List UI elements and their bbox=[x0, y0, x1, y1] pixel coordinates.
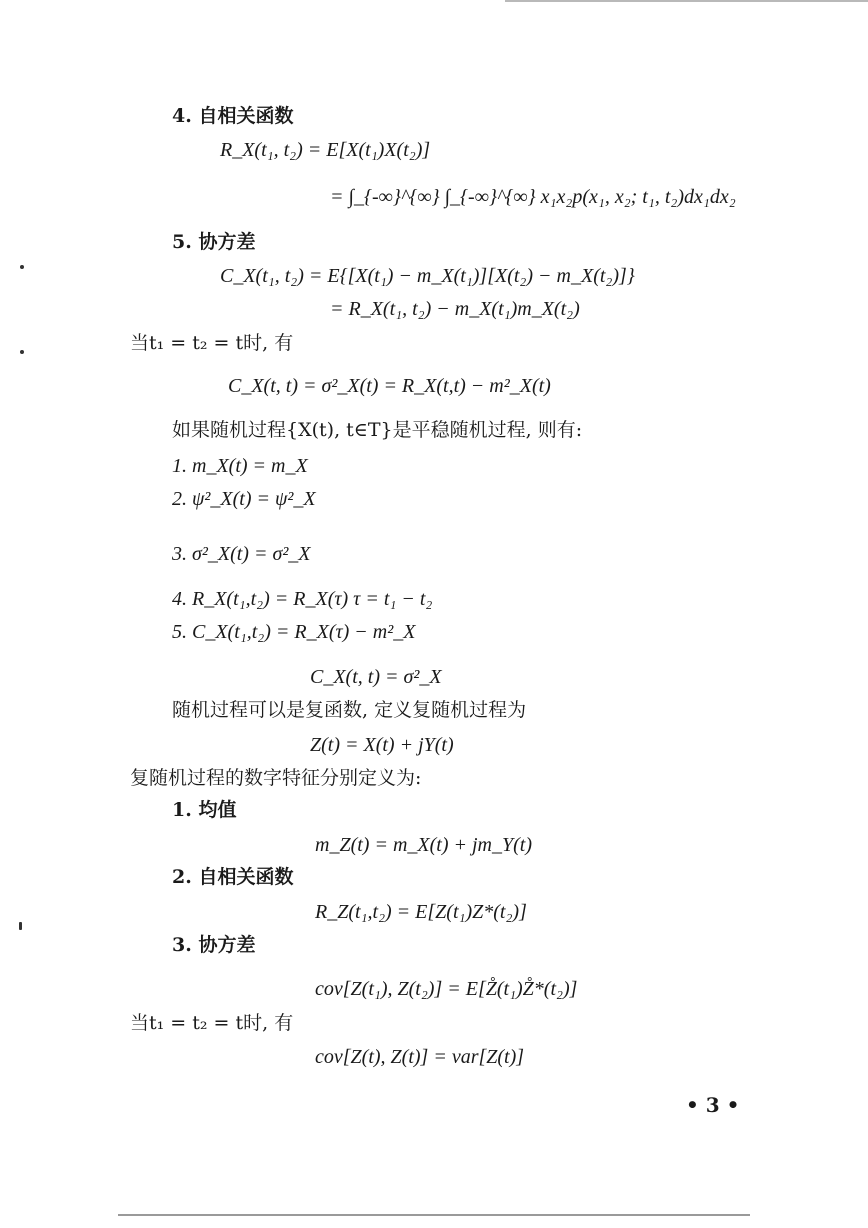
text-line-eq_var: cov[Z(t), Z(t)] = var[Z(t)] bbox=[315, 1046, 525, 1068]
text-line-when1: 当t₁ = t₂ = t时, 有 bbox=[130, 332, 294, 354]
text-line-stationary: 如果随机过程{X(t), t∈T}是平稳随机过程, 则有: bbox=[172, 419, 583, 441]
text-line-c1: 1. 均值 bbox=[172, 799, 237, 821]
text-line-s2: 2. ψ²_X(t) = ψ²_X bbox=[172, 488, 316, 510]
bottom-rule bbox=[118, 1214, 750, 1216]
text-line-eq_c3: C_X(t, t) = σ²_X(t) = R_X(t,t) − m²_X(t) bbox=[228, 375, 551, 397]
text-line-eq_r2: = ∫_{-∞}^{∞} ∫_{-∞}^{∞} x₁x₂p(x₁, x₂; t₁, t₂)dx₁dx₂ bbox=[330, 186, 736, 208]
page-number: • 3 • bbox=[686, 1093, 740, 1117]
margin-dot bbox=[20, 265, 24, 269]
text-line-eq_rz: R_Z(t₁,t₂) = E[Z(t₁)Z*(t₂)] bbox=[315, 901, 527, 923]
text-line-s1: 1. m_X(t) = m_X bbox=[172, 455, 308, 477]
text-line-eq_r1: R_X(t₁, t₂) = E[X(t₁)X(t₂)] bbox=[220, 139, 431, 161]
text-line-eq_c1: C_X(t₁, t₂) = E{[X(t₁) − m_X(t₁)][X(t₂) − m_X(t₂)]} bbox=[220, 265, 635, 287]
text-line-h5: 5. 协方差 bbox=[172, 231, 256, 253]
text-line-eq_cov: cov[Z(t₁), Z(t₂)] = E[Z̊(t₁)Z̊*(t₂)] bbox=[315, 978, 578, 1000]
text-line-when2: 当t₁ = t₂ = t时, 有 bbox=[130, 1012, 294, 1034]
margin-dot bbox=[20, 350, 24, 354]
text-line-h4: 4. 自相关函数 bbox=[172, 105, 294, 127]
text-line-s5: 5. C_X(t₁,t₂) = R_X(τ) − m²_X bbox=[172, 621, 416, 643]
text-line-complex: 随机过程可以是复函数, 定义复随机过程为 bbox=[172, 699, 527, 721]
text-line-c3: 3. 协方差 bbox=[172, 934, 256, 956]
text-line-s4: 4. R_X(t₁,t₂) = R_X(τ) τ = t₁ − t₂ bbox=[172, 588, 433, 610]
text-line-eq_s6: C_X(t, t) = σ²_X bbox=[310, 666, 442, 688]
margin-dot bbox=[19, 922, 22, 930]
text-line-features: 复随机过程的数字特征分别定义为: bbox=[130, 767, 422, 789]
text-line-s3: 3. σ²_X(t) = σ²_X bbox=[172, 543, 311, 565]
text-line-eq_c2: = R_X(t₁, t₂) − m_X(t₁)m_X(t₂) bbox=[330, 298, 580, 320]
text-line-c2: 2. 自相关函数 bbox=[172, 866, 294, 888]
top-rule bbox=[505, 0, 868, 2]
text-line-eq_z: Z(t) = X(t) + jY(t) bbox=[310, 734, 454, 756]
text-line-eq_mz: m_Z(t) = m_X(t) + jm_Y(t) bbox=[315, 834, 532, 856]
